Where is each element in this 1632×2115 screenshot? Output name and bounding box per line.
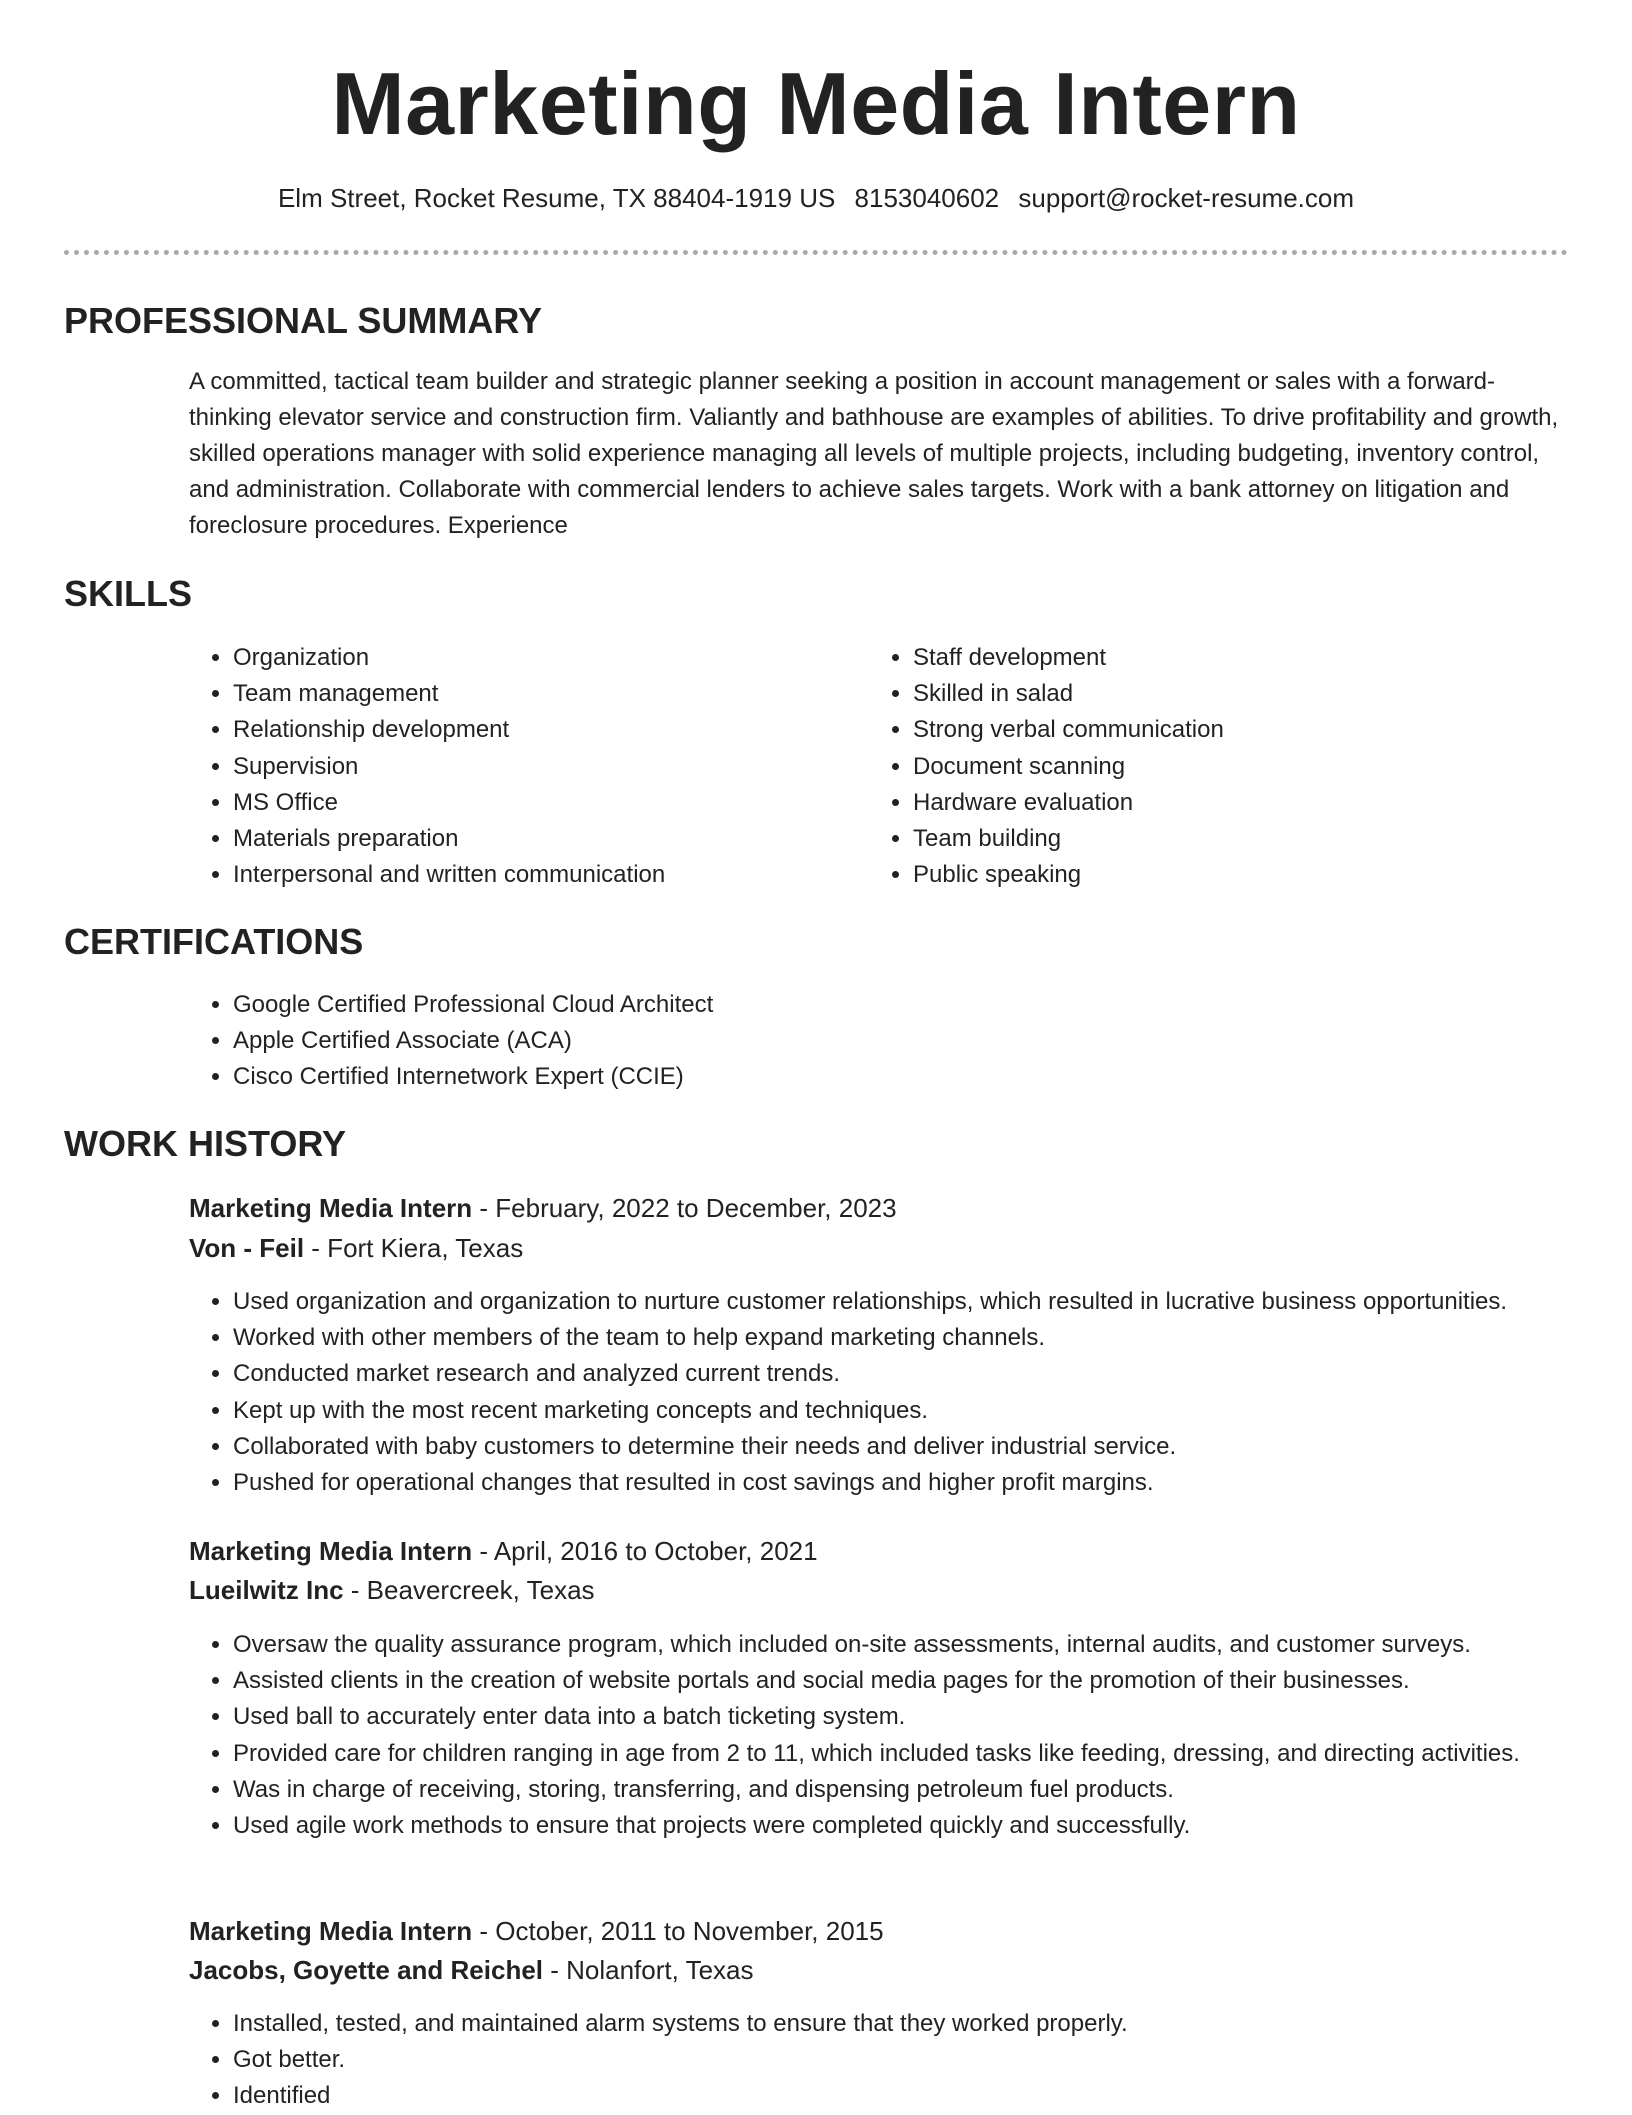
job-bullets: [189, 1284, 1632, 1501]
job-bullet: • Installed, tested, and maintained alarm systems to ensure that they worked properly.: [233, 2006, 1609, 2042]
job-title: Marketing Media Intern: [189, 1193, 473, 1223]
certifications-list: [189, 987, 1609, 1096]
skill-item: • Materials preparation: [233, 821, 853, 857]
section-title-skills: SKILLS: [64, 573, 193, 614]
job-bullet: • Used agile work methods to ensure that projects were completed quickly and successfully.: [233, 1808, 1523, 1844]
skill-item: • Relationship development: [233, 712, 853, 748]
skill-item: • Hardware evaluation: [913, 785, 1513, 821]
header-divider: [64, 250, 1568, 255]
certification-item: • Google Certified Professional Cloud Architect: [233, 987, 1609, 1023]
job-bullets: [189, 2006, 1609, 2115]
job-bullet: • Conducted market research and analyzed current trends.: [233, 1356, 1632, 1392]
summary-text: A committed, tactical team builder and strategic planner seeking a position in account management or sales with a forward-thinking elevator service and construction firm. Valiantly and bathhouse are examples of abilities. To drive profitability and growth, skilled operations manager with solid experience managing all levels of multiple projects, including budgeting, inventory control, and administration. Collaborate with commercial lenders to achieve sales targets. Work with a bank attorney on litigation and foreclosure procedures. Experience: [189, 368, 1559, 539]
contact-phone: 8153040602: [854, 183, 1000, 213]
job-title: Marketing Media Intern: [189, 1536, 473, 1566]
job-bullet: • Pushed for operational changes that resulted in cost savings and higher profit margins.: [233, 1465, 1632, 1501]
skill-item: • Supervision: [233, 749, 853, 785]
job-employer: [189, 1951, 754, 1989]
job-bullet: • Used ball to accurately enter data into a batch ticketing system.: [233, 1699, 1523, 1735]
job-title: Marketing Media Intern: [189, 1916, 473, 1946]
job-dates: - October, 2011 to November, 2015: [472, 1916, 884, 1946]
job-heading: [189, 1912, 884, 1950]
job-bullet: • Oversaw the quality assurance program, which included on-site assessments, internal audits, and customer surveys.: [233, 1627, 1523, 1663]
job-location: - Nolanfort, Texas: [543, 1955, 754, 1985]
section-title-work-history: WORK HISTORY: [64, 1123, 347, 1164]
resume-name: Marketing Media Intern: [331, 54, 1301, 153]
job-bullet: • Worked with other members of the team to help expand marketing channels.: [233, 1320, 1632, 1356]
job-dates: - February, 2022 to December, 2023: [472, 1193, 897, 1223]
certification-item: • Cisco Certified Internetwork Expert (CCIE): [233, 1059, 1609, 1095]
job-location: - Fort Kiera, Texas: [304, 1233, 524, 1263]
section-title-summary: PROFESSIONAL SUMMARY: [64, 300, 543, 341]
job-bullet: • Identified: [233, 2078, 1609, 2114]
job-bullets: [189, 1627, 1523, 1844]
job-heading: [189, 1189, 897, 1227]
skill-item: • Public speaking: [913, 857, 1513, 893]
job-bullet: • Assisted clients in the creation of website portals and social media pages for the promotion of their businesses.: [233, 1663, 1523, 1699]
job-bullet: • Provided care for children ranging in age from 2 to 11, which included tasks like feeding, dressing, and directing activities.: [233, 1736, 1523, 1772]
contact-address: Elm Street, Rocket Resume, TX 88404-1919 US: [277, 183, 836, 213]
job-company: Von - Feil: [189, 1233, 305, 1263]
skill-item: • MS Office: [233, 785, 853, 821]
job-location: - Beavercreek, Texas: [343, 1575, 595, 1605]
job-company: Jacobs, Goyette and Reichel: [189, 1955, 544, 1985]
skill-item: • Organization: [233, 640, 853, 676]
job-bullet: • Used organization and organization to nurture customer relationships, which resulted in lucrative business opportunities.: [233, 1284, 1632, 1320]
job-heading: [189, 1532, 818, 1570]
skills-list-right: [869, 640, 1513, 893]
job-company: Lueilwitz Inc: [189, 1575, 344, 1605]
skill-item: • Team management: [233, 676, 853, 712]
contact-line: [0, 180, 1632, 216]
job-bullet: • Got better.: [233, 2042, 1609, 2078]
skill-item: • Staff development: [913, 640, 1513, 676]
certification-item: • Apple Certified Associate (ACA): [233, 1023, 1609, 1059]
job-employer: [189, 1571, 595, 1609]
contact-email: support@rocket-resume.com: [1018, 183, 1355, 213]
job-bullet: • Was in charge of receiving, storing, transferring, and dispensing petroleum fuel products.: [233, 1772, 1523, 1808]
job-bullet: • Kept up with the most recent marketing concepts and techniques.: [233, 1393, 1632, 1429]
skill-item: • Strong verbal communication: [913, 712, 1513, 748]
job-employer: [189, 1229, 523, 1267]
skill-item: • Interpersonal and written communication: [233, 857, 853, 893]
job-dates: - April, 2016 to October, 2021: [472, 1536, 818, 1566]
skill-item: • Team building: [913, 821, 1513, 857]
skill-item: • Skilled in salad: [913, 676, 1513, 712]
job-bullet: • Collaborated with baby customers to determine their needs and deliver industrial service.: [233, 1429, 1632, 1465]
section-title-certifications: CERTIFICATIONS: [64, 921, 364, 962]
skill-item: • Document scanning: [913, 749, 1513, 785]
skills-list-left: [189, 640, 853, 893]
